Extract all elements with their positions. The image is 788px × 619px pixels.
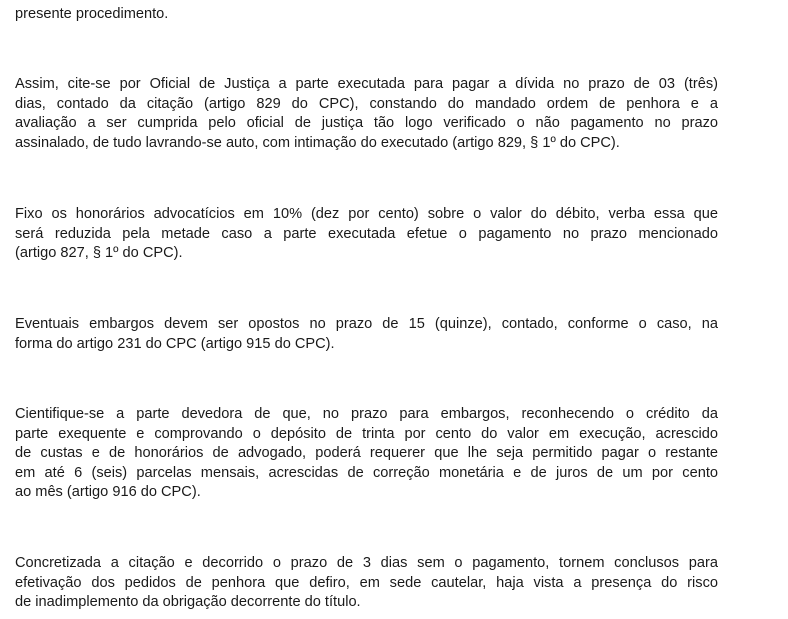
text-line: avaliação a ser cumprida pelo oficial de justiça tão logo verificado o não pagamento no prazo	[15, 115, 718, 132]
text-line: de inadimplemento da obrigação decorrente do título.	[15, 594, 361, 611]
paragraph-6	[15, 554, 718, 613]
text-line: em até 6 (seis) parcelas mensais, acrescidas de correção monetária e de juros de um por cento	[15, 464, 718, 481]
text-line: ao mês (artigo 916 do CPC).	[15, 484, 201, 501]
paragraph-2	[15, 75, 718, 153]
paragraph-3	[15, 205, 718, 264]
text-line: dias, contado da citação (artigo 829 do CPC), constando do mandado ordem de penhora e a	[15, 95, 718, 112]
text-line: Eventuais embargos devem ser opostos no prazo de 15 (quinze), contado, conforme o caso, na	[15, 316, 718, 332]
paragraph-1	[15, 5, 718, 25]
text-line: será reduzida pela metade caso a parte executada efetue o pagamento no prazo mencionado	[15, 225, 718, 242]
text-line: de custas e de honorários de advogado, poderá requerer que lhe seja permitido pagar o restante	[15, 445, 718, 462]
text-line: assinalado, de tudo lavrando-se auto, com intimação do executado (artigo 829, § 1º do CPC).	[15, 134, 620, 151]
text-line: Fixo os honorários advocatícios em 10% (dez por cento) sobre o valor do débito, verba essa que	[15, 206, 718, 222]
text-line: efetivação dos pedidos de penhora que defiro, em sede cautelar, haja vista a presença do risco	[15, 574, 718, 591]
text-line: forma do artigo 231 do CPC (artigo 915 do CPC).	[15, 335, 335, 352]
text-line: parte exequente e comprovando o depósito de trinta por cento do valor em execução, acrescido	[15, 425, 718, 442]
paragraph-5	[15, 405, 718, 503]
paragraph-4	[15, 315, 718, 354]
text-line: Assim, cite-se por Oficial de Justiça a parte executada para pagar a dívida no prazo de 03 (três)	[15, 76, 718, 92]
text-line: presente procedimento.	[15, 6, 169, 22]
text-line: (artigo 827, § 1º do CPC).	[15, 245, 183, 262]
text-line: Concretizada a citação e decorrido o prazo de 3 dias sem o pagamento, tornem conclusos para	[15, 555, 718, 571]
text-line: Cientifique-se a parte devedora de que, no prazo para embargos, reconhecendo o crédito da	[15, 406, 718, 422]
